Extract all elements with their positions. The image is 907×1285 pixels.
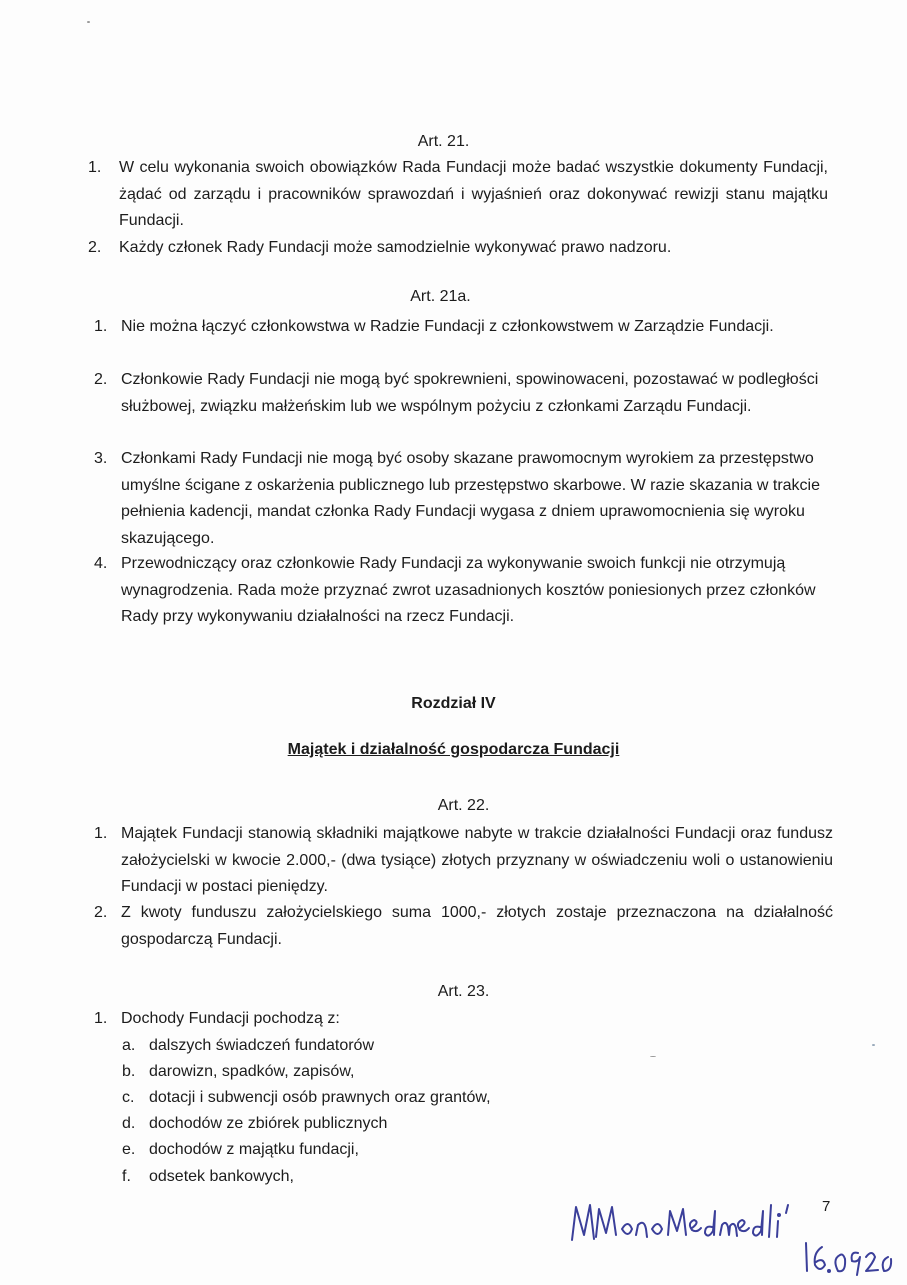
item-number: 1. — [94, 1010, 108, 1027]
item-number: 1. — [94, 318, 108, 335]
subitem-text: dochodów ze zbiórek publicznych — [149, 1115, 388, 1132]
item-text: Członkami Rady Fundacji nie mogą być osoby skazane prawomocnym wyrokiem za przestępstwo umyślne ścigane z oskarżenia publicznego lub przestępstwo skarbowe. W razie skazania w trakcie pełnienia kadencji, mandat członka Rady Fundacji wygasa z dniem uprawomocnienia się wyroku skazującego. — [121, 450, 820, 547]
item-text: W celu wykonania swoich obowiązków Rada Fundacji może badać wszystkie dokumenty Fundacji, żądać od zarządu i pracowników sprawozdań i wyjaśnień oraz dokonywać rewizji stanu majątku Fundacji. — [119, 159, 828, 229]
item-text: Majątek Fundacji stanowią składniki majątkowe nabyte w trakcie działalności Fundacji oraz fundusz założycielski w kwocie 2.000,- (dwa tysiące) złotych przyznany w oświadczeniu woli o ustanowieniu Fundacji w postaci pieniędzy. — [121, 825, 833, 895]
item-text: Nie można łączyć członkowstwa w Radzie Fundacji z członkowstwem w Zarządzie Fundacji. — [121, 318, 774, 335]
art-23-heading: Art. 23. — [437, 983, 490, 1000]
subitem-letter: a. — [122, 1037, 136, 1054]
subitem-text: dotacji i subwencji osób prawnych oraz grantów, — [149, 1089, 491, 1106]
subitem-letter: c. — [122, 1089, 135, 1106]
subitem-letter: b. — [122, 1063, 136, 1080]
item-number: 2. — [88, 239, 102, 256]
subitem-letter: f. — [122, 1168, 131, 1185]
item-text: Z kwoty funduszu założycielskiego suma 1000,- złotych zostaje przeznaczona na działalność gospodarczą Fundacji. — [121, 904, 833, 948]
chapter-subtitle: Majątek i działalność gospodarcza Fundacji — [287, 741, 620, 758]
page-number: 7 — [822, 1198, 831, 1215]
subitem-letter: d. — [122, 1115, 136, 1132]
subitem-text: darowizn, spadków, zapisów, — [149, 1063, 355, 1080]
subitem-text: dochodów z majątku fundacji, — [149, 1141, 359, 1158]
handwritten-signature — [566, 1195, 906, 1285]
item-text: Każdy członek Rady Fundacji może samodzielnie wykonywać prawo nadzoru. — [119, 239, 672, 256]
chapter-title: Rozdział IV — [411, 695, 496, 712]
subitem-text: odsetek bankowych, — [149, 1168, 294, 1185]
item-number: 2. — [94, 371, 108, 388]
item-text: Członkowie Rady Fundacji nie mogą być spokrewnieni, spowinowaceni, pozostawać w podległości służbowej, związku małżeńskim lub we wspólnym pożyciu z członkami Zarządu Fundacji. — [121, 371, 819, 415]
item-number: 3. — [94, 450, 108, 467]
item-number: 1. — [88, 159, 102, 176]
art-22-heading: Art. 22. — [437, 797, 490, 814]
item-number: 2. — [94, 904, 108, 921]
subitem-letter: e. — [122, 1141, 136, 1158]
item-text: Przewodniczący oraz członkowie Rady Fundacji za wykonywanie swoich funkcji nie otrzymują wynagrodzenia. Rada może przyznać zwrot uzasadnionych kosztów poniesionych przez członków Rady przy wykonywaniu działalności na rzecz Fundacji. — [121, 555, 816, 625]
subitem-text: dalszych świadczeń fundatorów — [149, 1037, 375, 1054]
art-21a-heading: Art. 21a. — [410, 288, 471, 305]
item-number: 1. — [94, 825, 108, 842]
art-21-heading: Art. 21. — [417, 133, 470, 150]
item-text: Dochody Fundacji pochodzą z: — [121, 1010, 340, 1027]
item-number: 4. — [94, 555, 108, 572]
